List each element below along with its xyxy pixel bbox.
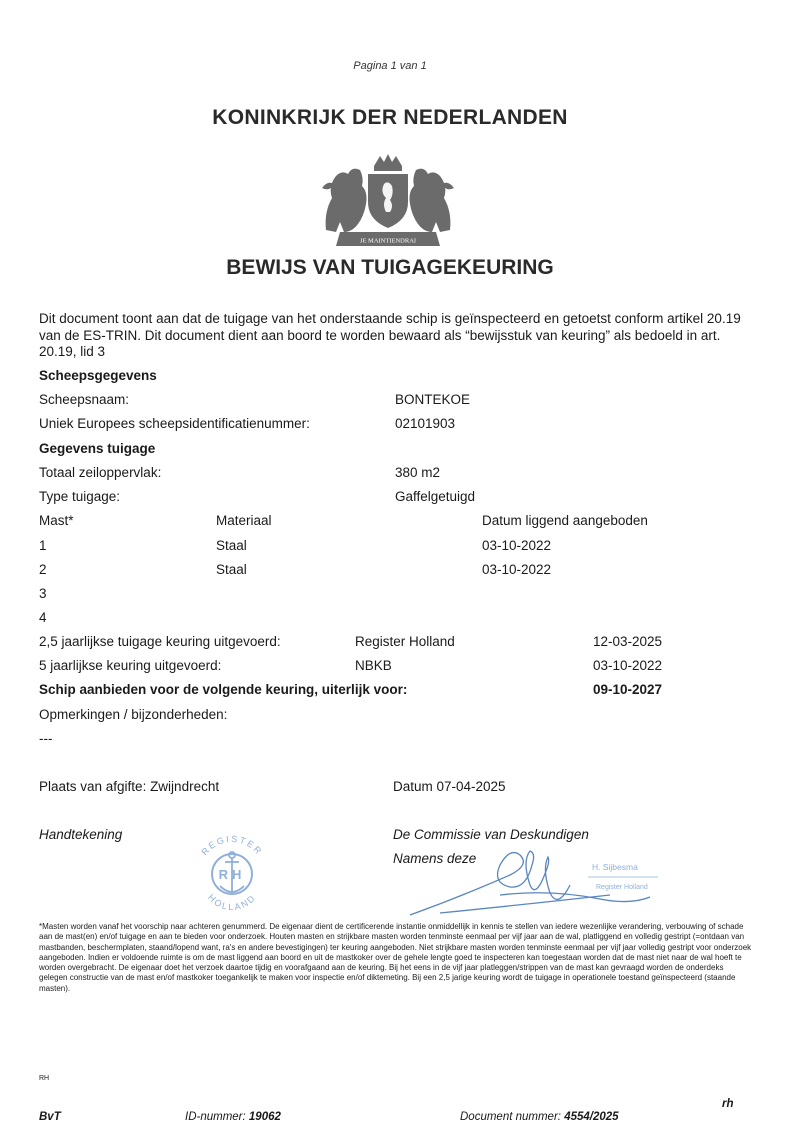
rigging-type-value: Gaffelgetuigd — [395, 489, 476, 504]
signer-name: H. Sijbesma — [592, 862, 638, 872]
svg-text:HOLLAND — [206, 892, 258, 912]
mast-date: 03-10-2022 — [482, 538, 552, 553]
mast-number: 1 — [39, 538, 47, 553]
footnote: *Masten worden vanaf het voorschip naar achteren genummerd. De eigenaar dient de certificerende instantie onmiddellijk in kennis te stellen van iedere wezenlijke verandering, verbouwing of schade aan de mast(en) en/of tuigage en aan te bieden voor onderzoek. Houten masten en strijkbare masten worden tenminste eenmaal per vijf jaar aan de wal, platliggend en volledig gestript (=ontdaan van mastbanden, beschermplaten, staand/lopend want, ra's en andere bevestigingen) ter keuring aangeboden. Niet strijkbare masten worden tenminste eenmaal per vijf jaar volledig gestript voor onderzoek aangeboden. Indien er voldoende ruimte is om de mast liggend aan boord en uit de mastkoker over de gehele lengte goed te inspecteren kan toegestaan worden dat de mast niet naar de wal hoeft te worden overgebracht. De eigenaar doet het verzoek daartoe tijdig en voorafgaand aan de keuring. Bij het eens in de vijf jaar platleggen/strippen van de mast kan gevraagd worden de onderdeks gelegen constructie van de mast en/of mastkoker toegankelijk te maken voor inspectie en/of diktemeting. Bij een 2,5 jarige keuring wordt de tuigage in operationele toestand geïnspecteerd (staande masten). — [39, 922, 752, 993]
remarks-value: --- — [39, 731, 53, 746]
ship-name-label: Scheepsnaam: — [39, 392, 130, 407]
document-title: BEWIJS VAN TUIGAGEKEURING — [226, 256, 554, 279]
ship-section-heading: Scheepsgegevens — [39, 368, 157, 383]
rigging-type-label: Type tuigage: — [39, 489, 121, 504]
issue-date: Datum 07-04-2025 — [393, 779, 506, 794]
mast-date: 03-10-2022 — [482, 562, 552, 577]
five-year-inspection-org: NBKB — [355, 658, 392, 673]
place-of-issue: Plaats van afgifte: Zwijndrecht — [39, 779, 220, 794]
crest-motto: JE MAINTIENDRAI — [359, 237, 417, 245]
rh-mark: RH — [39, 1075, 50, 1082]
mast-column-header: Mast* — [39, 513, 74, 528]
biannual-inspection-label: 2,5 jaarlijkse tuigage keuring uitgevoerd: — [39, 634, 281, 649]
material-column-header: Materiaal — [216, 513, 272, 528]
date-column-header: Datum liggend aangeboden — [482, 513, 648, 528]
mast-number: 3 — [39, 586, 47, 601]
stamp-letters: RH — [218, 867, 246, 882]
on-behalf-label: Namens deze — [393, 851, 477, 866]
mast-material: Staal — [216, 538, 247, 553]
page-indicator: Pagina 1 van 1 — [353, 60, 427, 72]
rigging-section-heading: Gegevens tuigage — [39, 441, 156, 456]
sail-area-value: 380 m2 — [395, 465, 441, 480]
register-holland-stamp — [186, 828, 278, 920]
footer-left: BvT — [39, 1111, 61, 1123]
footer-id — [185, 1111, 281, 1123]
signature-label: Handtekening — [39, 827, 123, 842]
mast-number: 2 — [39, 562, 47, 577]
footer-id-value: 19062 — [248, 1111, 281, 1123]
signer-org: Register Holland — [596, 884, 648, 891]
footer-document-number — [460, 1111, 619, 1123]
stamp-bottom-text: HOLLAND — [206, 892, 258, 913]
eni-value: 02101903 — [395, 416, 456, 431]
biannual-inspection-date: 12-03-2025 — [593, 634, 663, 649]
remarks-label: Opmerkingen / bijzonderheden: — [39, 707, 228, 722]
footer-initials: rh — [722, 1098, 734, 1110]
biannual-inspection-org: Register Holland — [355, 634, 455, 649]
five-year-inspection-label: 5 jaarlijkse keuring uitgevoerd: — [39, 658, 222, 673]
handwritten-signature — [400, 835, 670, 930]
sail-area-label: Totaal zeiloppervlak: — [39, 465, 162, 480]
kingdom-heading: KONINKRIJK DER NEDERLANDEN — [212, 106, 568, 129]
stamp-top-text: REGISTER — [199, 833, 265, 858]
dutch-coat-of-arms-icon — [318, 152, 458, 252]
eni-label: Uniek Europees scheepsidentificatienummer: — [39, 416, 310, 431]
ship-name-value: BONTEKOE — [395, 392, 471, 407]
footer-id-label: ID-nummer: — [185, 1111, 249, 1123]
next-inspection-date: 09-10-2027 — [593, 682, 663, 697]
footer-doc-label: Document nummer: — [460, 1111, 565, 1123]
five-year-inspection-date: 03-10-2022 — [593, 658, 663, 673]
intro-paragraph: Dit document toont aan dat de tuigage van het onderstaande schip is geïnspecteerd en getoetst conform artikel 20.19 van de ES-TRIN. Dit document dient aan boord te worden bewaard als “bewijsstuk van keuring” als bedoeld in art. 20.19, lid 3 — [39, 311, 741, 359]
next-inspection-label: Schip aanbieden voor de volgende keuring, uiterlijk voor: — [39, 682, 408, 697]
footer-doc-value: 4554/2025 — [564, 1111, 619, 1123]
mast-material: Staal — [216, 562, 247, 577]
commission-label: De Commissie van Deskundigen — [393, 827, 589, 842]
mast-number: 4 — [39, 610, 47, 625]
